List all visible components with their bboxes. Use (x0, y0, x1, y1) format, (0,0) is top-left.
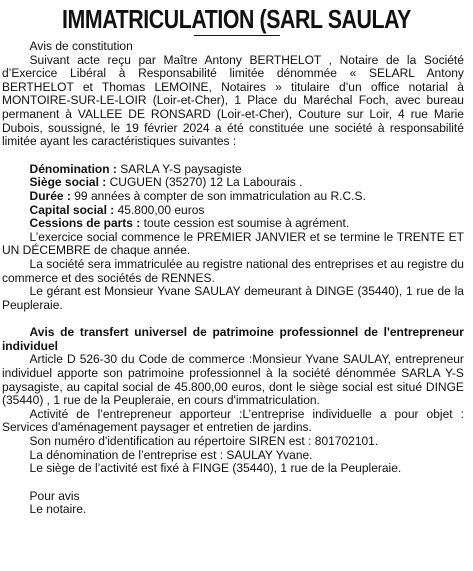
field-value: CUGUEN (35270) 12 La Labourais . (106, 175, 303, 190)
field-label: Capital social : (29, 202, 115, 217)
section-2-title: Avis de transfert universel de patrimoine professionnel de l'entrepreneur individuel (1, 325, 464, 353)
pour-avis: Pour avis (29, 488, 80, 503)
field-label: Cessions de parts : (29, 216, 141, 231)
notice-body (0, 36, 466, 517)
activite-paragraph: Activité de l’entrepreneur apporteur :L’entreprise individuelle a pour objet : Services d'aménagement paysager et entretien de jardins. (1, 406, 464, 435)
article-paragraph: Article D 526-30 du Code de commerce :Monsieur Yvane SAULAY, entrepreneur individuel apporte son patrimoine professionnel à la société dénommée SARLA Y-S paysagiste, au capital social de 45.800,00 euros, dont le siège social est situé DINGE (35440) , 1 rue de la Peupleraie, en cours d'immatriculation. (1, 352, 464, 408)
field-value: 99 années à compter de son immatriculation au R.C.S. (70, 188, 366, 203)
denomination-ei-paragraph: La dénomination de l’entreprise est : SAULAY Yvane. (29, 447, 313, 462)
gerant-paragraph: Le gérant est Monsieur Yvane SAULAY demeurant à DINGE (35440), 1 rue de la Peupleraie. (1, 284, 464, 312)
intro-paragraph: Suivant acte reçu par Maître Antony BERTHELOT , Notaire de la Société d’Exercice Libéral à Responsabilité limitée dénommée « SELARL Antony BERTHELOT et Thomas LEMOINE, Notaires » titulaire d’un office notarial à MONTOIRE-SUR-LE-LOIR (Loir-et-Cher), 1 Place du Maréchal Foch, avec bureau permanent à VALLEE DE RONSARD (Loir-et-Cher), Couture sur Loir, 4 rue Marie Dubois, soussigné, le 19 février 2024 a été constituée une société à responsabilité limitée ayant les caractéristiques suivantes : (1, 52, 464, 149)
company-fields (2, 163, 464, 231)
siren-paragraph: Son numéro d'identification au répertoire SIREN est : 801702101. (29, 434, 379, 449)
field-label: Siège social : (29, 175, 107, 190)
field-cessions (2, 217, 464, 231)
field-value: SARLA Y-S paysagiste (116, 161, 242, 176)
exercice-paragraph: L’exercice social commence le PREMIER JANVIER et se termine le TRENTE ET UN DÉCEMBRE de chaque année. (1, 229, 464, 258)
rcs-paragraph: La société sera immatriculée au registre national des entreprises et au registre du commerce et des sociétés de RENNES. (1, 256, 464, 285)
spacer (2, 312, 464, 326)
avis-heading: Avis de constitution (29, 39, 133, 53)
field-value: toute cession est soumise à agrément. (140, 216, 350, 231)
field-label: Dénomination : (29, 161, 117, 176)
field-value: 45.800,00 euros (114, 202, 205, 217)
field-siege (2, 176, 464, 190)
spacer (2, 149, 464, 163)
field-label: Durée : (29, 188, 71, 203)
siege-activite-paragraph: Le siège de l’activité est fixé à FINGE (35440), 1 rue de la Peupleraie. (29, 461, 402, 476)
signature-notaire: Le notaire. (29, 502, 87, 517)
spacer (2, 476, 464, 490)
field-duree (2, 190, 464, 204)
notice-title: IMMATRICULATION (SARL SAULAY (62, 4, 411, 34)
field-capital (2, 204, 464, 218)
field-denomination (2, 163, 464, 177)
